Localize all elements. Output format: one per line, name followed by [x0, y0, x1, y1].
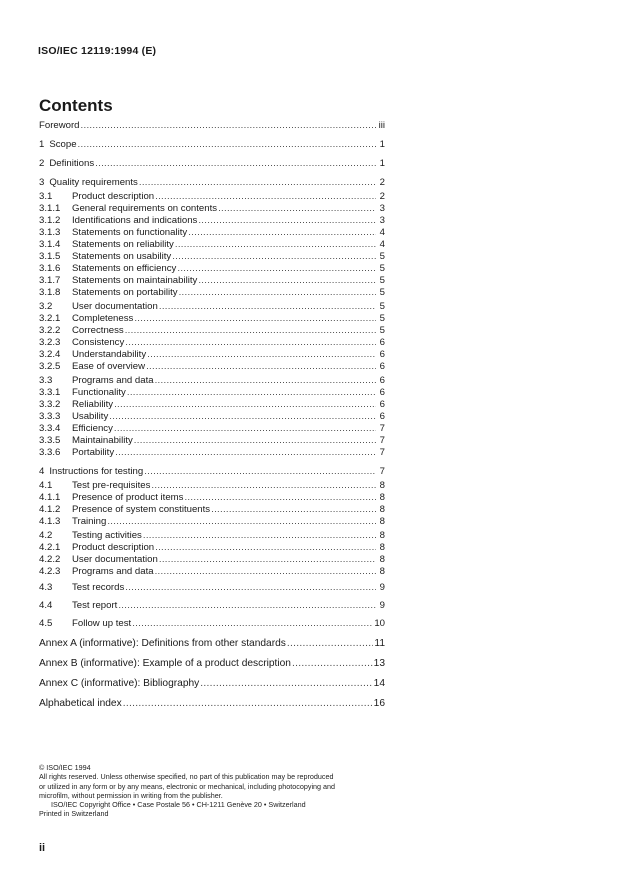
toc-entry-3-3[interactable]: [39, 375, 385, 387]
toc-entry-number: 3.1.6: [39, 263, 61, 274]
toc-entry-label: User documentation: [72, 554, 158, 565]
toc-entry-label: Test records: [72, 582, 125, 593]
toc-entry-page: 6: [379, 337, 385, 348]
toc-entry-page: 14: [373, 678, 385, 689]
toc-entry-page: 5: [379, 275, 385, 286]
toc-entry-number: 4.3: [39, 582, 53, 593]
toc-entry-label: Definitions: [49, 158, 95, 169]
dot-leader: [292, 658, 373, 670]
toc-entry-page: 13: [373, 658, 385, 669]
toc-entry-label: Portability: [72, 447, 115, 458]
toc-entry-page: 5: [379, 325, 385, 336]
toc-entry-number: 3.1.1: [39, 203, 61, 214]
toc-entry-4-2-3[interactable]: [39, 566, 385, 578]
dot-leader: [175, 239, 376, 251]
dot-leader: [200, 678, 372, 690]
toc-entry-number: 4.1.1: [39, 492, 61, 503]
toc-entry-number: 3.1.2: [39, 215, 61, 226]
toc-entry-3-1-8[interactable]: [39, 287, 385, 299]
toc-entry-number: 4.1.2: [39, 504, 61, 515]
dot-leader: [134, 435, 376, 447]
toc-entry-page: 1: [379, 158, 385, 169]
dot-leader: [146, 361, 376, 373]
toc-entry-label: Statements on maintainability: [72, 275, 198, 286]
toc-entry-label: Alphabetical index: [39, 698, 122, 709]
toc-entry-page: 8: [379, 492, 385, 503]
toc-entry-label: Programs and data: [72, 566, 154, 577]
dot-leader: [127, 387, 376, 399]
toc-entry-4-1-2[interactable]: [39, 504, 385, 516]
dot-leader: [198, 215, 376, 227]
toc-entry-label: Statements on portability: [72, 287, 178, 298]
toc-entry-page: 8: [379, 554, 385, 565]
toc-entry-label: Annex A (informative): Definitions from other standards: [39, 638, 286, 649]
toc-entry-number: 3: [39, 177, 45, 188]
toc-entry-page: 6: [379, 399, 385, 410]
toc-entry-2[interactable]: [39, 158, 385, 170]
dot-leader: [139, 177, 376, 189]
toc-entry-40[interactable]: [39, 678, 385, 690]
toc-entry-label: Maintainability: [72, 435, 133, 446]
toc-entry-label: Annex C (informative): Bibliography: [39, 678, 200, 689]
toc-entry-page: 4: [379, 227, 385, 238]
copyright-notice: [39, 763, 389, 819]
toc-entry-4-1[interactable]: [39, 480, 385, 492]
toc-entry-3-2-5[interactable]: [39, 361, 385, 373]
toc-entry-label: Testing activities: [72, 530, 142, 541]
toc-entry-3-3-4[interactable]: [39, 423, 385, 435]
copyright-symbol-line: © ISO/IEC 1994: [39, 763, 91, 772]
dot-leader: [177, 263, 376, 275]
toc-entry-4-1-3[interactable]: [39, 516, 385, 528]
toc-entry-label: Presence of product items: [72, 492, 184, 503]
toc-entry-page: 6: [379, 375, 385, 386]
toc-entry-label: Quality requirements: [49, 177, 138, 188]
toc-entry-label: Scope: [49, 139, 77, 150]
toc-entry-label: Annex B (informative): Example of a product description: [39, 658, 291, 669]
dot-leader: [109, 411, 376, 423]
toc-entry-label: Statements on reliability: [72, 239, 174, 250]
toc-entry-label: Functionality: [72, 387, 126, 398]
toc-entry-number: 3.1.4: [39, 239, 61, 250]
toc-entry-number: 3.2.3: [39, 337, 61, 348]
toc-entry-number: 4.2: [39, 530, 53, 541]
page-number: ii: [39, 842, 46, 854]
toc-entry-4-3[interactable]: [39, 582, 385, 594]
toc-entry-label: Test pre-requisites: [72, 480, 151, 491]
toc-entry-number: 3.3.4: [39, 423, 61, 434]
toc-entry-3-3-5[interactable]: [39, 435, 385, 447]
toc-entry-number: 3.2.4: [39, 349, 61, 360]
toc-entry-page: 16: [373, 698, 385, 709]
toc-entry-0[interactable]: [39, 120, 385, 132]
toc-entry-3-3-2[interactable]: [39, 399, 385, 411]
toc-entry-3-2-2[interactable]: [39, 325, 385, 337]
toc-entry-number: 4.5: [39, 618, 53, 629]
toc-entry-number: 3.1.8: [39, 287, 61, 298]
toc-entry-page: 5: [379, 263, 385, 274]
toc-entry-3-2[interactable]: [39, 301, 385, 313]
toc-entry-page: 2: [379, 191, 385, 202]
toc-entry-3-1-1[interactable]: [39, 203, 385, 215]
dot-leader: [114, 399, 376, 411]
toc-entry-page: 5: [379, 251, 385, 262]
toc-entry-label: General requirements on contents: [72, 203, 218, 214]
toc-entry-label: Ease of overview: [72, 361, 146, 372]
toc-entry-3-3-6[interactable]: [39, 447, 385, 459]
copyright-text-line: or utilized in any form or by any means, electronic or mechanical, including photocopying and: [39, 781, 336, 791]
toc-entry-number: 3.3: [39, 375, 53, 386]
dot-leader: [198, 275, 376, 287]
toc-entry-3-1-5[interactable]: [39, 251, 385, 263]
toc-entry-label: Efficiency: [72, 423, 113, 434]
dot-leader: [81, 120, 376, 132]
toc-entry-4-2[interactable]: [39, 530, 385, 542]
toc-entry-number: 3.3.1: [39, 387, 61, 398]
toc-entry-label: Statements on usability: [72, 251, 172, 262]
toc-entry-number: 3.2: [39, 301, 53, 312]
toc-entry-label: Training: [72, 516, 107, 527]
dot-leader: [123, 698, 373, 710]
copyright-text-line: All rights reserved. Unless otherwise specified, no part of this publication may be reproduced: [39, 772, 334, 782]
printed-in: Printed in Switzerland: [39, 809, 109, 819]
toc-entry-3[interactable]: [39, 177, 385, 189]
toc-entry-41[interactable]: [39, 698, 385, 710]
toc-entry-number: 4: [39, 466, 45, 477]
dot-leader: [125, 582, 376, 594]
toc-entry-number: 3.1: [39, 191, 53, 202]
dot-leader: [115, 447, 376, 459]
toc-entry-number: 4.1.3: [39, 516, 61, 527]
toc-entry-number: 2: [39, 158, 45, 169]
dot-leader: [155, 375, 376, 387]
dot-leader: [118, 600, 376, 612]
toc-entry-4-2-2[interactable]: [39, 554, 385, 566]
toc-entry-label: Completeness: [72, 313, 134, 324]
dot-leader: [114, 423, 376, 435]
dot-leader: [147, 349, 376, 361]
toc-entry-number: 1: [39, 139, 45, 150]
toc-entry-label: Product description: [72, 542, 155, 553]
toc-entry-label: Follow up test: [72, 618, 132, 629]
toc-entry-page: 8: [379, 530, 385, 541]
toc-entry-label: Foreword: [39, 120, 80, 131]
dot-leader: [155, 191, 376, 203]
toc-entry-3-2-4[interactable]: [39, 349, 385, 361]
toc-entry-3-1-2[interactable]: [39, 215, 385, 227]
toc-entry-label: Usability: [72, 411, 109, 422]
table-of-contents: [39, 120, 385, 710]
toc-entry-label: Programs and data: [72, 375, 154, 386]
dot-leader: [151, 480, 376, 492]
copyright-text-line: microfilm, without permission in writing from the publisher.: [39, 790, 223, 800]
page-title: Contents: [39, 96, 113, 115]
toc-entry-page: 8: [379, 516, 385, 527]
dot-leader: [125, 337, 376, 349]
dot-leader: [172, 251, 376, 263]
dot-leader: [155, 542, 376, 554]
toc-entry-label: Identifications and indications: [72, 215, 198, 226]
dot-leader: [143, 530, 376, 542]
toc-entry-number: 3.3.5: [39, 435, 61, 446]
toc-entry-38[interactable]: [39, 638, 385, 650]
dot-leader: [159, 554, 376, 566]
dot-leader: [179, 287, 376, 299]
toc-entry-4-2-1[interactable]: [39, 542, 385, 554]
toc-entry-page: 7: [379, 435, 385, 446]
toc-entry-4[interactable]: [39, 466, 385, 478]
toc-entry-number: 4.1: [39, 480, 53, 491]
toc-entry-3-1-6[interactable]: [39, 263, 385, 275]
dot-leader: [159, 301, 376, 313]
toc-entry-label: Correctness: [72, 325, 124, 336]
toc-entry-label: Reliability: [72, 399, 114, 410]
toc-entry-number: 3.3.3: [39, 411, 61, 422]
document-id-header: ISO/IEC 12119:1994 (E): [38, 45, 157, 57]
dot-leader: [218, 203, 376, 215]
toc-entry-number: 3.1.3: [39, 227, 61, 238]
toc-entry-label: Product description: [72, 191, 155, 202]
toc-entry-1[interactable]: [39, 139, 385, 151]
toc-entry-page: 5: [379, 313, 385, 324]
toc-entry-page: 5: [379, 301, 385, 312]
dot-leader: [155, 566, 376, 578]
toc-entry-label: Consistency: [72, 337, 125, 348]
toc-entry-label: Understandability: [72, 349, 147, 360]
toc-entry-number: 4.4: [39, 600, 53, 611]
dot-leader: [287, 638, 374, 650]
toc-entry-number: 4.2.2: [39, 554, 61, 565]
toc-entry-label: Instructions for testing: [49, 466, 144, 477]
toc-entry-number: 4.2.1: [39, 542, 61, 553]
dot-leader: [78, 139, 376, 151]
toc-entry-page: 8: [379, 480, 385, 491]
toc-entry-page: 11: [374, 638, 385, 649]
toc-entry-number: 4.2.3: [39, 566, 61, 577]
toc-entry-label: Statements on efficiency: [72, 263, 177, 274]
dot-leader: [134, 313, 376, 325]
toc-entry-page: 8: [379, 542, 385, 553]
toc-entry-page: 7: [379, 423, 385, 434]
toc-entry-4-1-1[interactable]: [39, 492, 385, 504]
copyright-office-address: ISO/IEC Copyright Office • Case Postale 56 • CH-1211 Genève 20 • Switzerland: [51, 800, 306, 810]
toc-entry-3-3-1[interactable]: [39, 387, 385, 399]
toc-entry-39[interactable]: [39, 658, 385, 670]
toc-entry-page: 7: [379, 447, 385, 458]
toc-entry-page: 8: [379, 504, 385, 515]
toc-entry-page: 3: [379, 203, 385, 214]
toc-entry-number: 3.1.7: [39, 275, 61, 286]
toc-entry-4-4[interactable]: [39, 600, 385, 612]
toc-entry-page: 6: [379, 349, 385, 360]
dot-leader: [125, 325, 376, 337]
dot-leader: [132, 618, 373, 630]
dot-leader: [144, 466, 376, 478]
toc-entry-label: Test report: [72, 600, 118, 611]
toc-entry-number: 3.2.5: [39, 361, 61, 372]
toc-entry-3-2-1[interactable]: [39, 313, 385, 325]
toc-entry-number: 3.3.2: [39, 399, 61, 410]
toc-entry-page: 5: [379, 287, 385, 298]
toc-entry-3-1[interactable]: [39, 191, 385, 203]
toc-entry-label: Statements on functionality: [72, 227, 188, 238]
toc-entry-label: Presence of system constituents: [72, 504, 211, 515]
toc-entry-number: 3.3.6: [39, 447, 61, 458]
toc-entry-3-1-4[interactable]: [39, 239, 385, 251]
toc-entry-page: 6: [379, 387, 385, 398]
toc-entry-3-1-7[interactable]: [39, 275, 385, 287]
toc-entry-label: User documentation: [72, 301, 158, 312]
toc-entry-page: 8: [379, 566, 385, 577]
toc-entry-page: 2: [379, 177, 385, 188]
toc-entry-page: 6: [379, 361, 385, 372]
dot-leader: [107, 516, 376, 528]
toc-entry-3-3-3[interactable]: [39, 411, 385, 423]
dot-leader: [184, 492, 376, 504]
toc-entry-number: 3.1.5: [39, 251, 61, 262]
dot-leader: [95, 158, 376, 170]
toc-entry-page: 10: [374, 618, 385, 629]
toc-entry-page: 6: [379, 411, 385, 422]
toc-entry-number: 3.2.1: [39, 313, 61, 324]
toc-entry-page: 9: [379, 582, 385, 593]
toc-entry-page: iii: [378, 120, 385, 131]
toc-entry-3-1-3[interactable]: [39, 227, 385, 239]
toc-entry-4-5[interactable]: [39, 618, 385, 630]
toc-entry-3-2-3[interactable]: [39, 337, 385, 349]
toc-entry-page: 4: [379, 239, 385, 250]
dot-leader: [211, 504, 376, 516]
dot-leader: [188, 227, 376, 239]
toc-entry-page: 3: [379, 215, 385, 226]
toc-entry-number: 3.2.2: [39, 325, 61, 336]
toc-entry-page: 9: [379, 600, 385, 611]
toc-entry-page: 7: [379, 466, 385, 477]
toc-entry-page: 1: [379, 139, 385, 150]
